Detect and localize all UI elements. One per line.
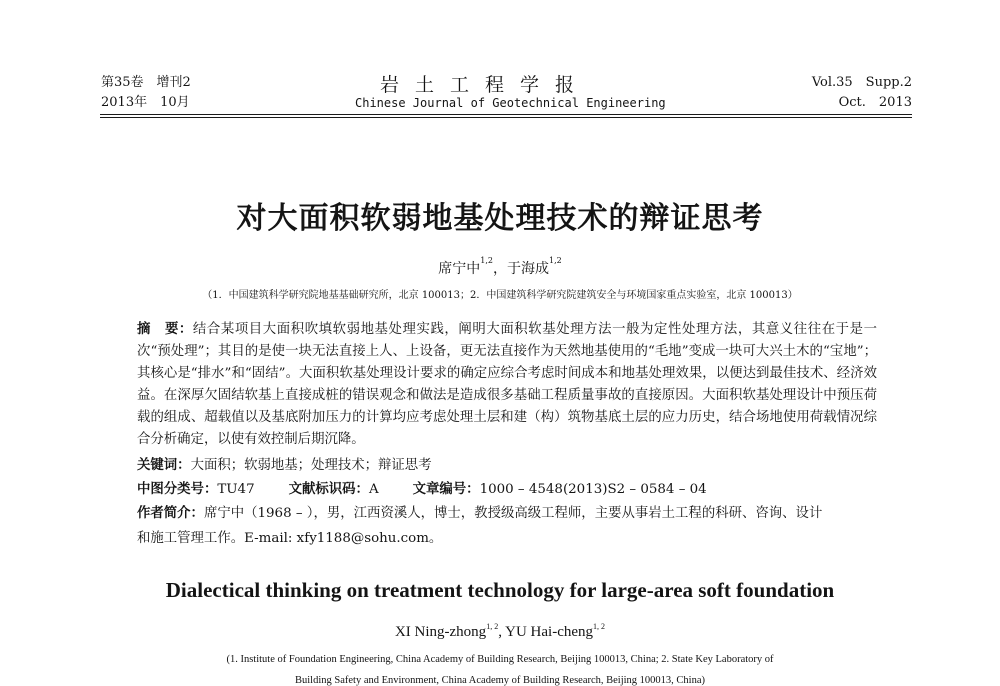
publication-date-en: Oct. 2013: [838, 95, 912, 110]
paper-title-cn: 对大面积软弱地基处理技术的辩证思考: [236, 201, 764, 236]
author-affil-sup: 1,2: [549, 256, 562, 265]
keywords: [137, 454, 432, 473]
article-number-value: 1000 – 4548(2013)S2 – 0584 – 04: [479, 482, 707, 497]
classification-line: [137, 478, 707, 497]
author-name-en: YU Hai-cheng: [505, 624, 594, 640]
affiliation-en-line2: Building Safety and Environment, China Academy of Building Research, Beijing 100013, China): [294, 675, 706, 686]
author-separator: ，: [493, 261, 507, 277]
abstract-label: 摘 要：: [137, 322, 193, 337]
authors-cn: [0, 258, 1000, 278]
abstract: [137, 319, 877, 451]
author-affil-sup: 1, 2: [486, 622, 499, 631]
article-number-label: 文章编号：: [412, 482, 480, 497]
header-rule: [100, 114, 912, 115]
author-name-en: XI Ning-zhong: [394, 624, 487, 640]
author-intro-line1: 席宁中（1968 – ），男，江西资溪人，博士，教授级高级工程师，主要从事岩土工程的科研、咨询、设计: [203, 506, 823, 521]
affiliation-en-line1: (1. Institute of Foundation Engineering, China Academy of Building Research, Beijing 100013, China; 2. State Key Laboratory of: [226, 654, 774, 665]
doc-code-value: A: [368, 482, 379, 497]
keywords-text: 大面积；软弱地基；处理技术；辩证思考: [190, 458, 432, 473]
author-intro-label: 作者简介：: [137, 506, 204, 521]
volume-supp-en: Vol.35 Supp.2: [811, 75, 912, 90]
author-affil-sup: 1,2: [480, 256, 493, 265]
author-separator: ,: [498, 624, 506, 640]
author-name: 于海成: [507, 261, 549, 277]
abstract-text: 结合某项目大面积吹填软弱地基处理实践，阐明大面积软基处理方法一般为定性处理方法，其意义往往在于是一次“预处理”；其目的是使一块无法直接上人、上设备，更无法直接作为天然地基使用的“毛地”变成一块可大兴土木的“宝地”；其核心是“排水”和“固结”。大面积软基处理设计要求的确定应综合考虑时间成本和地基处理效果，以便达到最佳技术、经济效益。在深厚欠固结软基上直接成桩的错误观念和做法是造成很多基础工程质量事故的直接原因。大面积软基处理设计中预压荷载的组成、超载值以及基底附加压力的计算均应考虑处理土层和建（构）筑物基底土层的应力历史，结合场地使用荷载情况综合分析确定，以使有效控制后期沉降。: [137, 322, 878, 447]
author-affil-sup: 1, 2: [593, 622, 606, 631]
volume-issue: 第35卷 增刊2: [101, 75, 191, 90]
clc-value: TU47: [217, 482, 255, 497]
journal-title-en: Chinese Journal of Geotechnical Engineering: [355, 96, 666, 110]
affiliation-cn: （1．中国建筑科学研究院地基基础研究所，北京 100013；2．中国建筑科学研究院建筑安全与环境国家重点实验室，北京 100013）: [202, 290, 798, 301]
author-intro: [137, 502, 822, 521]
clc-label: 中图分类号：: [137, 482, 218, 497]
keywords-label: 关键词：: [137, 458, 191, 473]
authors-en: [0, 624, 1000, 641]
journal-title-cn: 岩土工程学报: [380, 74, 591, 96]
author-intro-line2: 和施工管理工作。E-mail: xfy1188@sohu.com。: [137, 531, 443, 546]
doc-code-label: 文献标识码：: [288, 482, 369, 497]
header-rule-thin: [100, 117, 912, 118]
author-name: 席宁中: [438, 261, 481, 277]
paper-title-en: Dialectical thinking on treatment technology for large-area soft foundation: [165, 578, 835, 602]
publication-date-cn: 2013年 10月: [101, 95, 190, 110]
